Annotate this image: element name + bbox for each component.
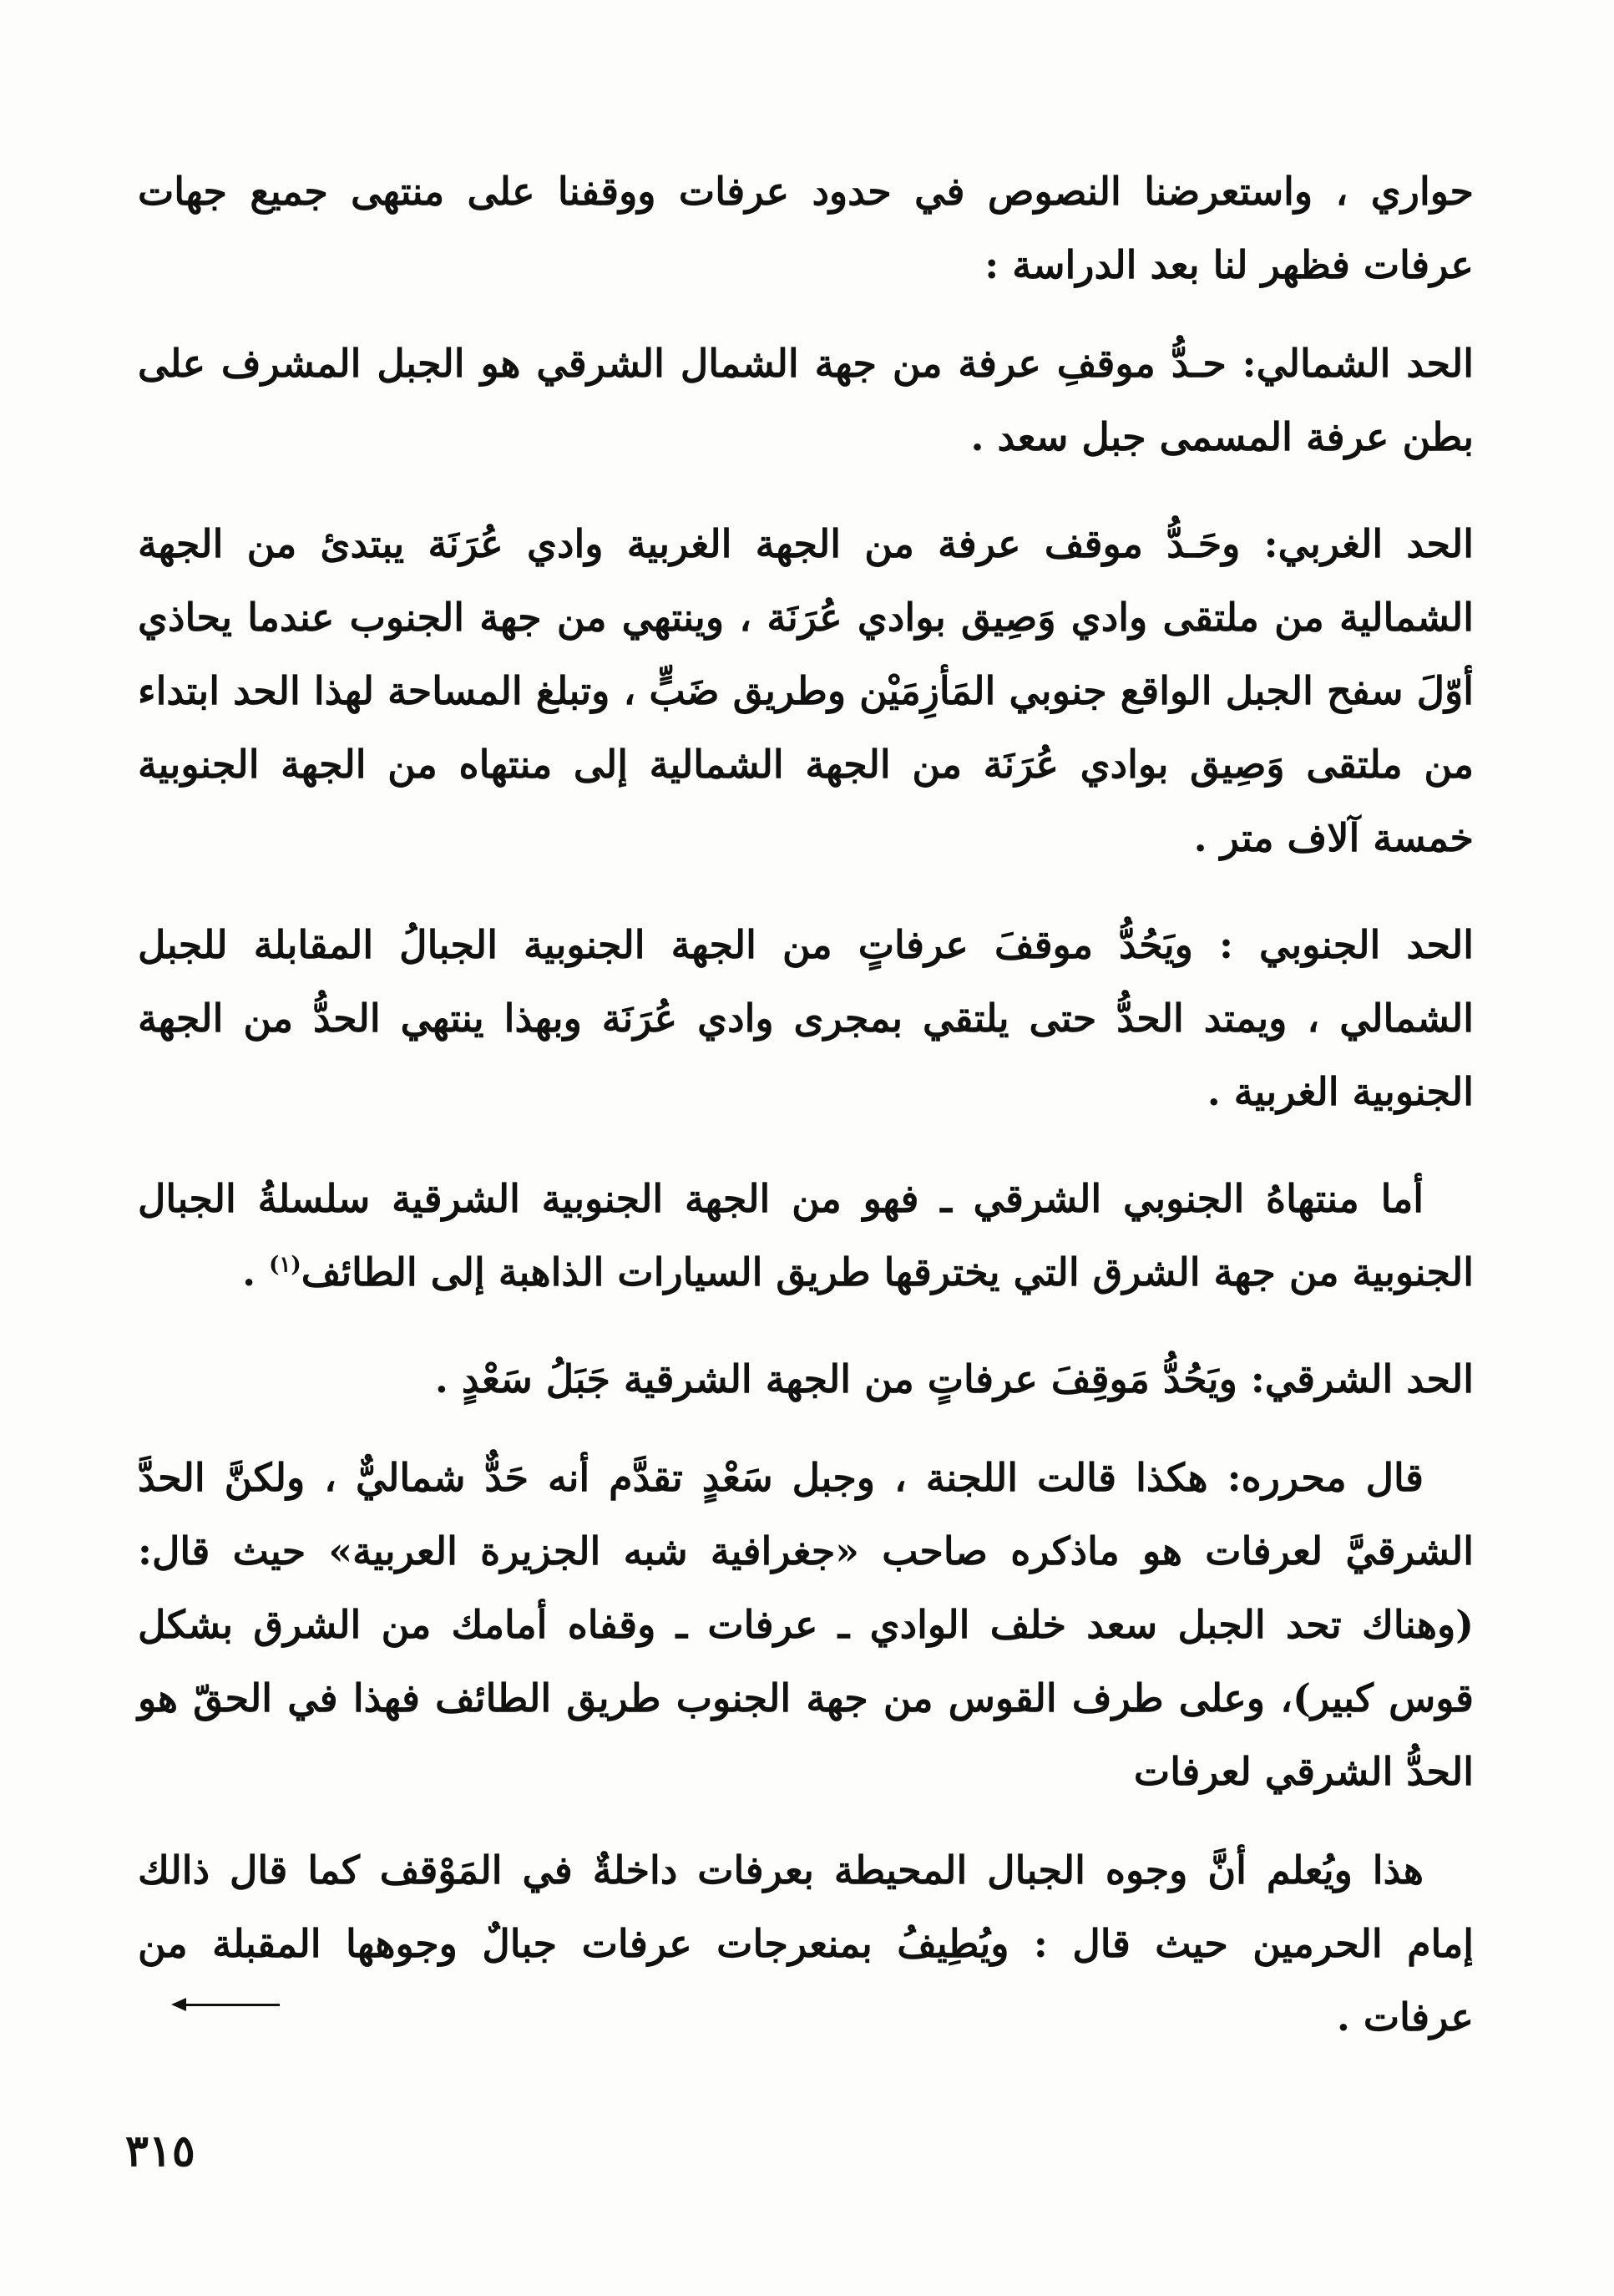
footnote-marker: (١) [269,1252,301,1278]
east-boundary-heading: الحد الشرقي: [1250,1356,1474,1401]
north-boundary-heading: الحد الشمالي: [1242,341,1474,386]
editor-note-paragraph [138,1441,1474,1808]
southeast-boundary-end: . [242,1249,270,1295]
west-boundary-heading: الحد الغربي: [1263,521,1474,566]
continuation-arrow-icon [171,2000,280,2009]
south-boundary-text: : ويَحُدُّ موقفَ عرفاتٍ من الجهة الجنوبية الجبالُ المقابلة للجبل الشمالي ، ويمتد الحدُّ حتى يلتقي بمجرى وادي عُرَنَة وبهذا ينتهي الحدُّ من الجهة الجنوبية الغربية . [138,922,1474,1114]
page-body [138,155,1474,2087]
south-boundary-heading: الحد الجنوبي [1259,922,1474,967]
east-boundary-paragraph [138,1342,1474,1416]
southeast-boundary-paragraph [138,1162,1474,1309]
page-number: ٣١٥ [125,2126,195,2177]
intro-text: حواري ، واستعرضنا النصوص في حدود عرفات ووقفنا على منتهى جميع جهات عرفات فظهر لنا بعد الدراسة : [138,169,1474,287]
north-boundary-text: حـدُّ موقفِ عرفة من جهة الشمال الشرقي هو الجبل المشرف على بطن عرفة المسمى جبل سعد . [138,341,1474,459]
west-boundary-paragraph [138,507,1474,874]
closing-paragraph [138,1833,1474,2054]
intro-paragraph [138,155,1474,302]
southeast-boundary-text: أما منتهاهُ الجنوبي الشرقي ـ فهو من الجهة الجنوبية الشرقية سلسلةُ الجبال الجنوبية من جهة الشرق التي يخترقها طريق السيارات الذاهبة إلى الطائف [138,1176,1474,1295]
editor-note-text: قال محرره: هكذا قالت اللجنة ، وجبل سَعْدٍ تقدَّم أنه حَدٌّ شماليٌّ ، ولكنَّ الحدَّ الشرقيَّ لعرفات هو ماذكره صاحب «جغرافية شبه الجزيرة العربية» حيث قال: (وهناك تحد الجبل سعد خلف الوادي ـ عرفات ـ وقفاه أمامك من الشرق بشكل قوس كبير)، وعلى طرف القوس من جهة الجنوب طريق الطائف فهذا في الحقّ هو الحدُّ الشرقي لعرفات [138,1455,1474,1794]
south-boundary-paragraph [138,908,1474,1128]
west-boundary-text: وحَـدُّ موقف عرفة من الجهة الغربية وادي عُرَنَة يبتدئ من الجهة الشمالية من ملتقى وادي وَصِيق بوادي عُرَنَة ، وينتهي من جهة الجنوب عندما يحاذي أوّلَ سفح الجبل الواقع جنوبي المَأزِمَيْن وطريق ضَبٍّ ، وتبلغ المساحة لهذا الحد ابتداء من ملتقى وَصِيق بوادي عُرَنَة من الجهة الشمالية إلى منتهاه من الجهة الجنوبية خمسة آلاف متر . [138,521,1474,860]
closing-text: هذا ويُعلم أنَّ وجوه الجبال المحيطة بعرفات داخلةٌ في المَوْقف كما قال ذالك إمام الحرمين حيث قال : ويُطِيفُ بمنعرجات عرفات جبالٌ وجوهها المقبلة من عرفات . [138,1847,1474,2040]
north-boundary-paragraph [138,327,1474,474]
east-boundary-text: ويَحُدُّ مَوقِفَ عرفاتٍ من الجهة الشرقية جَبَلُ سَعْدٍ . [434,1356,1251,1401]
